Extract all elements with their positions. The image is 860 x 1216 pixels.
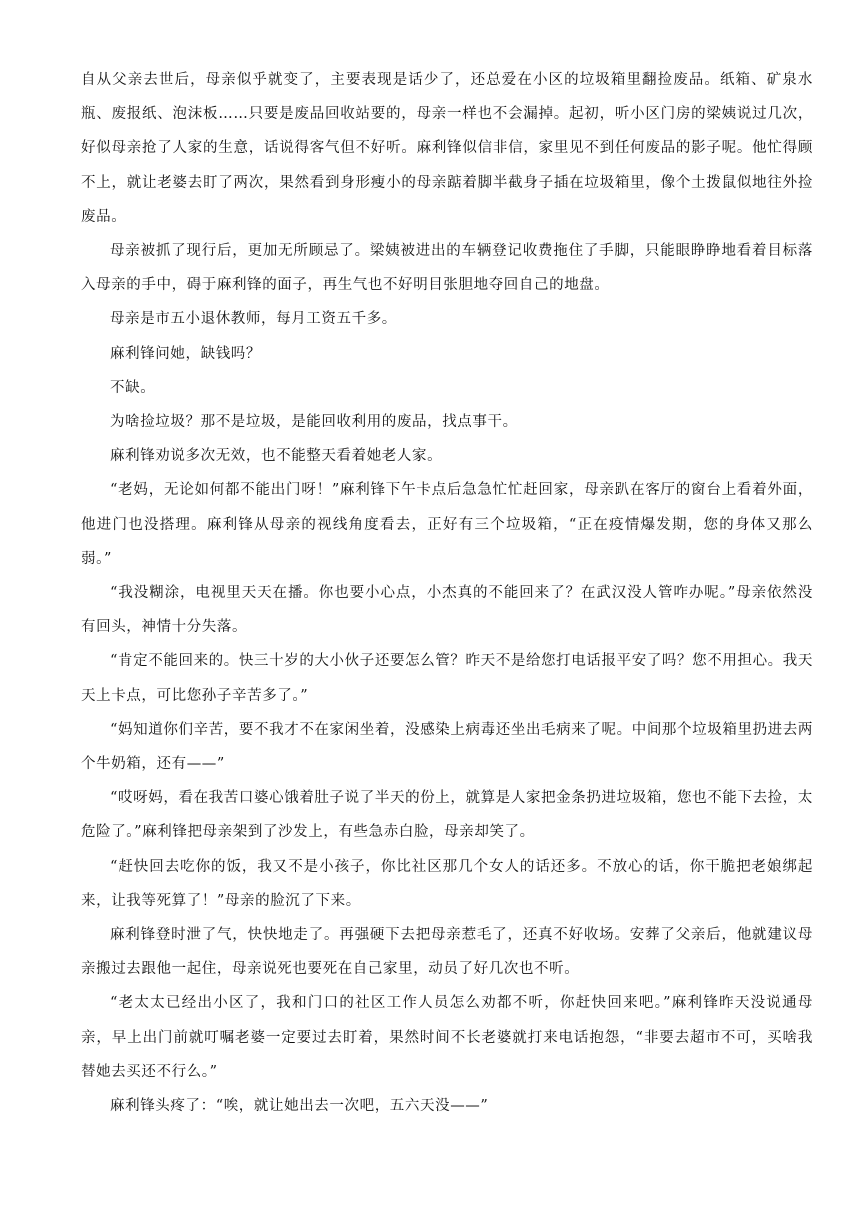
paragraph: 自从父亲去世后，母亲似乎就变了，主要表现是话少了，还总爱在小区的垃圾箱里翻捡废品。纸箱、矿泉水瓶、废报纸、泡沫板……只要是废品回收站要的，母亲一样也不会漏掉。起初，听小区门房的梁姨说过几次，好似母亲抢了人家的生意，话说得客气但不好听。麻利锋似信非信，家里见不到任何废品的影子呢。他忙得顾不上，就让老婆去盯了两次，果然看到身形瘦小的母亲踮着脚半截身子插在垃圾箱里，像个土拨鼠似地往外捡废品。 bbox=[81, 72, 813, 225]
paragraph: “哎呀妈，看在我苦口婆心饿着肚子说了半天的份上，就算是人家把金条扔进垃圾箱，您也不能下去捡，太危险了。”麻利锋把母亲架到了沙发上，有些急赤白脸，母亲却笑了。 bbox=[81, 790, 813, 841]
paragraph: 母亲是市五小退休教师，每月工资五千多。 bbox=[110, 311, 397, 328]
paragraph: “肯定不能回来的。快三十岁的大小伙子还要怎么管？昨天不是给您打电话报平安了吗？您不用担心。我天天上卡点，可比您孙子辛苦多了。” bbox=[81, 653, 813, 704]
paragraph: 麻利锋头疼了：“唉，就让她出去一次吧，五六天没——” bbox=[110, 1098, 489, 1115]
paragraph: 母亲被抓了现行后，更加无所顾忌了。梁姨被进出的车辆登记收费拖住了手脚，只能眼睁睁地看着目标落入母亲的手中，碍于麻利锋的面子，再生气也不好明目张胆地夺回自己的地盘。 bbox=[81, 243, 813, 294]
paragraph: “赶快回去吃你的饭，我又不是小孩子，你比社区那几个女人的话还多。不放心的话，你干脆把老娘绑起来，让我等死算了！”母亲的脸沉了下来。 bbox=[81, 858, 813, 909]
paragraph: 为啥捡垃圾？那不是垃圾，是能回收利用的废品，找点事干。 bbox=[110, 414, 518, 431]
paragraph: “妈知道你们辛苦，要不我才不在家闲坐着，没感染上病毒还坐出毛病来了呢。中间那个垃圾箱里扔进去两个牛奶箱，还有——” bbox=[81, 721, 813, 773]
paragraph: 不缺。 bbox=[110, 379, 156, 396]
paragraph: 麻利锋登时泄了气，快快地走了。再强硬下去把母亲惹毛了，还真不好收场。安葬了父亲后，他就建议母亲搬过去跟他一起住，母亲说死也要死在自己家里，动员了好几次也不听。 bbox=[81, 927, 813, 978]
paragraph: “老妈，无论如何都不能出门呀！”麻利锋下午卡点后急急忙忙赶回家，母亲趴在客厅的窗台上看着外面，他进门也没搭理。麻利锋从母亲的视线角度看去，正好有三个垃圾箱，“正在疫情爆发期，您的身体又那么弱。” bbox=[81, 482, 813, 567]
paragraph: “我没糊涂，电视里天天在播。你也要小心点，小杰真的不能回来了？在武汉没人管咋办呢。”母亲依然没有回头，神情十分失落。 bbox=[81, 585, 813, 636]
paragraph: 麻利锋问她，缺钱吗？ bbox=[110, 345, 261, 362]
paragraph: “老太太已经出小区了，我和门口的社区工作人员怎么劝都不听，你赶快回来吧。”麻利锋昨天没说通母亲，早上出门前就叮嘱老婆一定要过去盯着，果然时间不长老婆就打来电话抱怨，“非要去超市不可，买啥我替她去买还不行么。” bbox=[81, 995, 813, 1080]
document-page bbox=[81, 63, 813, 1123]
paragraph: 麻利锋劝说多次无效，也不能整天看着她老人家。 bbox=[110, 448, 443, 465]
